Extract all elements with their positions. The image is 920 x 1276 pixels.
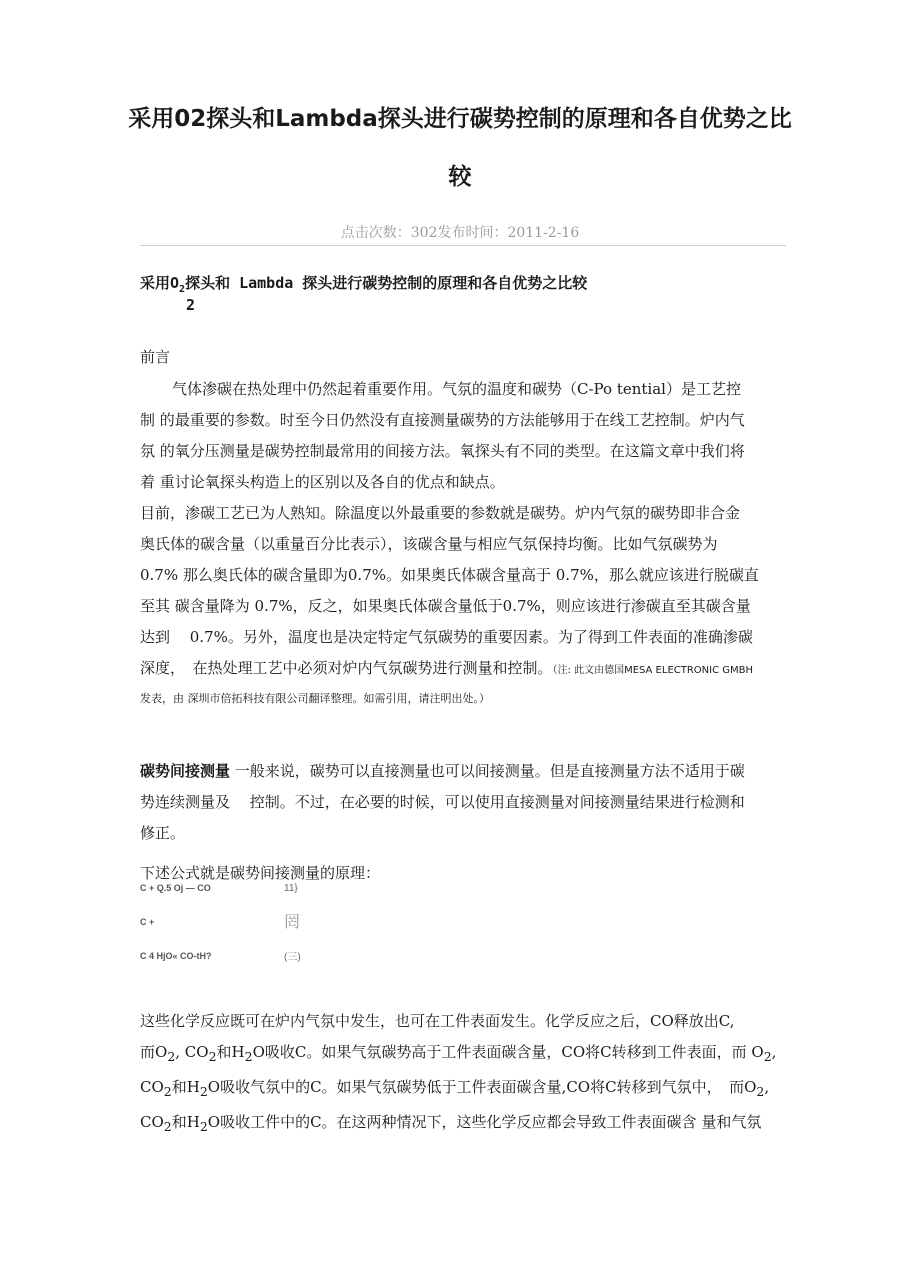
subscript: 2 xyxy=(163,1119,172,1134)
subscript: 2 xyxy=(199,1084,208,1099)
para-line: 奥氏体的碳含量（以重量百分比表示），该碳含量与相应气氛保持均衡。比如气氛碳势为 xyxy=(140,535,718,553)
para-line xyxy=(140,1107,788,1142)
para-line: 这些化学反应既可在炉内气氛中发生，也可在工件表面发生。化学反应之后，CO释放出C, xyxy=(140,1012,735,1030)
subscript: 2 xyxy=(756,1084,765,1099)
subtitle-text-b: 探头和 Lambda 探头进行碳势控制的原理和各自优势之比较 xyxy=(185,274,588,292)
para-line-text: 深度， 在热处理工艺中必须对炉内气氛碳势进行测量和控制。 xyxy=(140,659,553,677)
formula-1-number: 11} xyxy=(284,883,298,894)
section-heading: 碳势间接测量 xyxy=(140,762,231,780)
para-line xyxy=(140,1037,788,1072)
t: CO xyxy=(140,1078,164,1096)
translation-note-b: 发表，由 深圳市倍拓科技有限公司翻译整理。如需引用，请注明出处。） xyxy=(140,692,490,705)
subscript: 2 xyxy=(208,1049,217,1064)
preface-heading: 前言 xyxy=(140,348,171,366)
para-line: 着 重讨论氧探头构造上的区别以及各自的优点和缺点。 xyxy=(140,473,505,491)
para-line xyxy=(140,756,788,787)
subtitle-number: 2 xyxy=(186,296,196,314)
t: O吸收C。如果气氛碳势高于工件表面碳含量，CO将C转移到工件表面，而 O xyxy=(252,1043,764,1061)
carburizing-paragraph xyxy=(140,498,788,712)
subtitle-text-a: 采用O xyxy=(140,274,180,292)
article-title-line2: 较 xyxy=(448,164,472,190)
formula-2: C + xyxy=(140,917,155,927)
t: CO xyxy=(140,1113,164,1131)
formula-3-number: (三) xyxy=(284,952,301,963)
indirect-measurement-paragraph xyxy=(140,756,788,849)
formula-2-number: 罔 xyxy=(284,912,301,931)
para-line-text: 一般来说，碳势可以直接测量也可以间接测量。但是直接测量方法不适用于碳 xyxy=(230,762,745,780)
reaction-paragraph xyxy=(140,1006,788,1142)
subscript: 2 xyxy=(199,1119,208,1134)
t: 和H xyxy=(171,1078,200,1096)
article-title xyxy=(100,90,820,206)
para-line xyxy=(140,1072,788,1107)
subscript: 2 xyxy=(244,1049,253,1064)
subtitle-subscript: 2 xyxy=(179,284,186,295)
formula-intro xyxy=(140,858,788,889)
t: 和H xyxy=(216,1043,245,1061)
t: O吸收工件中的C。在这两种情况下，这些化学反应都会导致工件表面碳含 量和气氛 xyxy=(207,1113,762,1131)
para-line: 修正。 xyxy=(140,824,186,842)
formula-1: C + Q.5 Oj — CO xyxy=(140,883,211,893)
t: , xyxy=(764,1078,770,1096)
para-line: 制 的最重要的参数。时至今日仍然没有直接测量碳势的方法能够用于在线工艺控制。炉内气 xyxy=(140,411,745,429)
para-line: 目前，渗碳工艺已为人熟知。除温度以外最重要的参数就是碳势。炉内气氛的碳势即非合金 xyxy=(140,504,741,522)
divider xyxy=(140,245,786,246)
para-line: 达到 0.7%。另外，温度也是决定特定气氛碳势的重要因素。为了得到工件表面的准确渗碳 xyxy=(140,628,753,646)
t: , CO xyxy=(175,1043,209,1061)
para-line: 势连续测量及 控制。不过，在必要的时候，可以使用直接测量对间接测量结果进行检测和 xyxy=(140,793,745,811)
article-subtitle xyxy=(140,272,587,301)
t: O吸收气氛中的C。如果气氛碳势低于工件表面碳含量,CO将C转移到气氛中， 而O xyxy=(207,1078,757,1096)
subscript: 2 xyxy=(167,1049,176,1064)
para-line: 气体渗碳在热处理中仍然起着重要作用。气氛的温度和碳势（C-Po tential）是工艺控 xyxy=(172,380,741,398)
t: 而O xyxy=(140,1043,168,1061)
para-line: 至其 碳含量降为 0.7%，反之，如果奥氏体碳含量低于0.7%，则应该进行渗碳直至其碳含量 xyxy=(140,597,751,615)
preface-paragraph xyxy=(140,374,788,498)
article-meta: 点击次数：302发布时间：2011-2-16 xyxy=(340,225,580,241)
para-line: 氛 的氧分压测量是碳势控制最常用的间接方法。氧探头有不同的类型。在这篇文章中我们将 xyxy=(140,442,745,460)
para-line xyxy=(140,653,788,686)
formula-3: C 4 HjO« CO-tH? xyxy=(140,951,212,961)
para-line: 下述公式就是碳势间接测量的原理： xyxy=(140,864,381,882)
translation-note-a: （注: 此文由德国MESA ELECTRONIC GMBH xyxy=(552,665,754,676)
subscript: 2 xyxy=(763,1049,772,1064)
para-line: 0.7% 那么奥氏体的碳含量即为0.7%。如果奥氏体碳含量高于 0.7%，那么就应该进行脱碳直 xyxy=(140,566,759,584)
t: , xyxy=(771,1043,777,1061)
article-title-line1: 采用02探头和Lambda探头进行碳势控制的原理和各自优势之比 xyxy=(128,106,792,132)
subscript: 2 xyxy=(163,1084,172,1099)
t: 和H xyxy=(171,1113,200,1131)
